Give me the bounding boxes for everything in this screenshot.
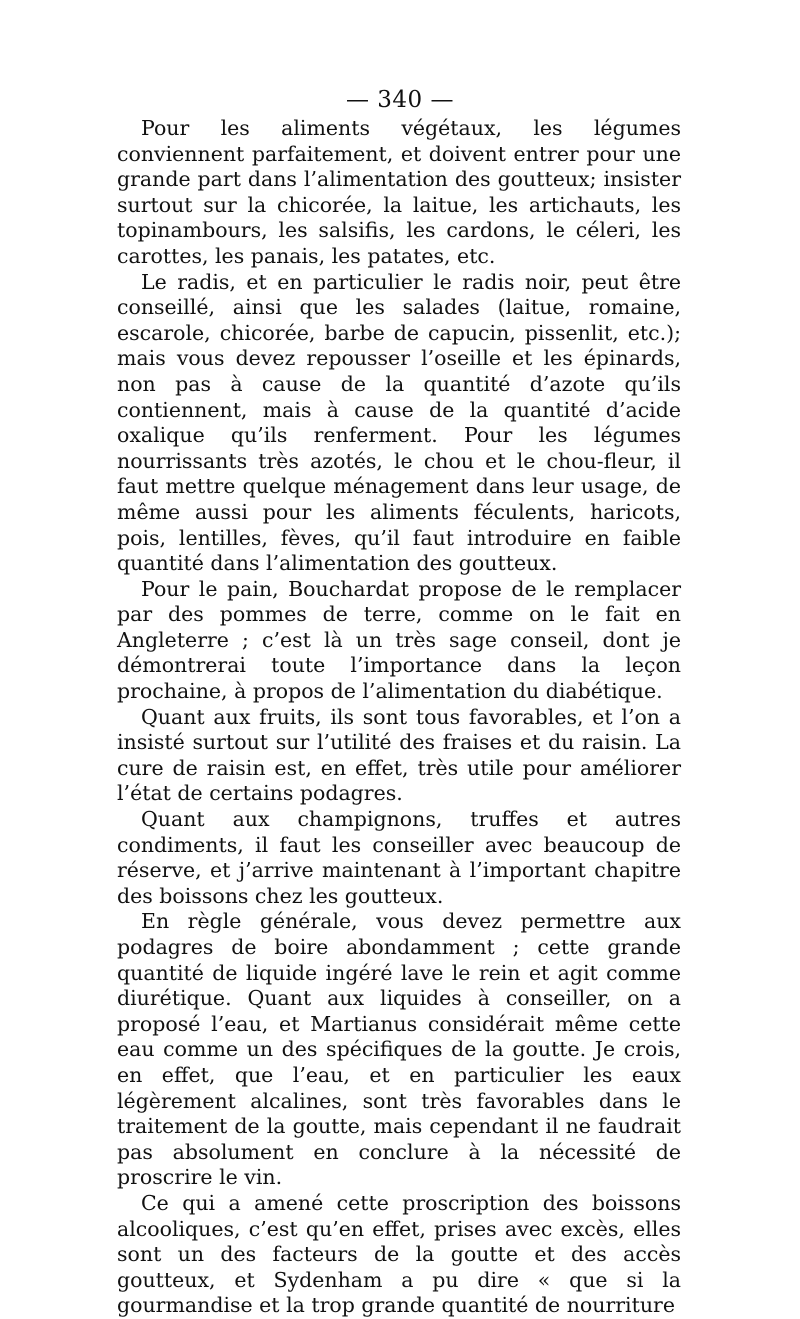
paragraph-radish: Le radis, et en particulier le radis noir, peut être conseillé, ainsi que les salades (laitue, romaine, escarole, chicorée, barbe de capucin, pissenlit, etc.); mais vous devez repousser l’oseille et les épinards, non pas à cause de la quantité d’azote qu’ils contiennent, mais à cause de la quantité d’acide oxalique qu’ils renferment. Pour les légumes nourrissants très azotés, le chou et le chou-fleur, il faut mettre quelque ménagement dans leur usage, de même aussi pour les aliments féculents, haricots, pois, lentilles, fèves, qu’il faut introduire en faible quantité dans l’alimentation des goutteux. [117, 269, 681, 576]
paragraph-fruits: Quant aux fruits, ils sont tous favorables, et l’on a insisté surtout sur l’utilité des fraises et du raisin. La cure de raisin est, en effet, très utile pour améliorer l’état de certains podagres. [117, 704, 681, 806]
paragraph-vegetables: Pour les aliments végétaux, les légumes conviennent parfaitement, et doivent entrer pour une grande part dans l’alimentation des goutteux; insister surtout sur la chicorée, la laitue, les artichauts, les topinambours, les salsifis, les cardons, le céleri, les carottes, les panais, les patates, etc. [117, 116, 681, 268]
paragraph-bread: Pour le pain, Bouchardat propose de le remplacer par des pommes de terre, comme on le fait en Angleterre ; c’est là un très sage conseil, dont je démontrerai toute l’importance dans la leçon prochaine, à propos de l’alimentation du diabétique. [117, 576, 681, 704]
page-number: — 340 — [345, 87, 455, 113]
body-text [117, 116, 681, 1319]
paragraph-alcohol: Ce qui a amené cette proscription des boissons alcooliques, c’est qu’en effet, prises avec excès, elles sont un des facteurs de la goutte et des accès goutteux, et Sydenham a pu dire « que si la gourmandise et la trop grande quantité de nourriture [117, 1190, 681, 1318]
paragraph-drinks: En règle générale, vous devez permettre aux podagres de boire abondamment ; cette grande quantité de liquide ingéré lave le rein et agit comme diurétique. Quant aux liquides à conseiller, on a proposé l’eau, et Martianus considérait même cette eau comme un des spécifiques de la goutte. Je crois, en effet, que l’eau, et en particulier les eaux légèrement alcalines, sont très favorables dans le traitement de la goutte, mais cependant il ne faudrait pas absolument en conclure à la nécessité de proscrire le vin. [117, 909, 681, 1190]
paragraph-condiments: Quant aux champignons, truffes et autres condiments, il faut les conseiller avec beaucoup de réserve, et j’arrive maintenant à l’important chapitre des boissons chez les goutteux. [117, 807, 681, 908]
